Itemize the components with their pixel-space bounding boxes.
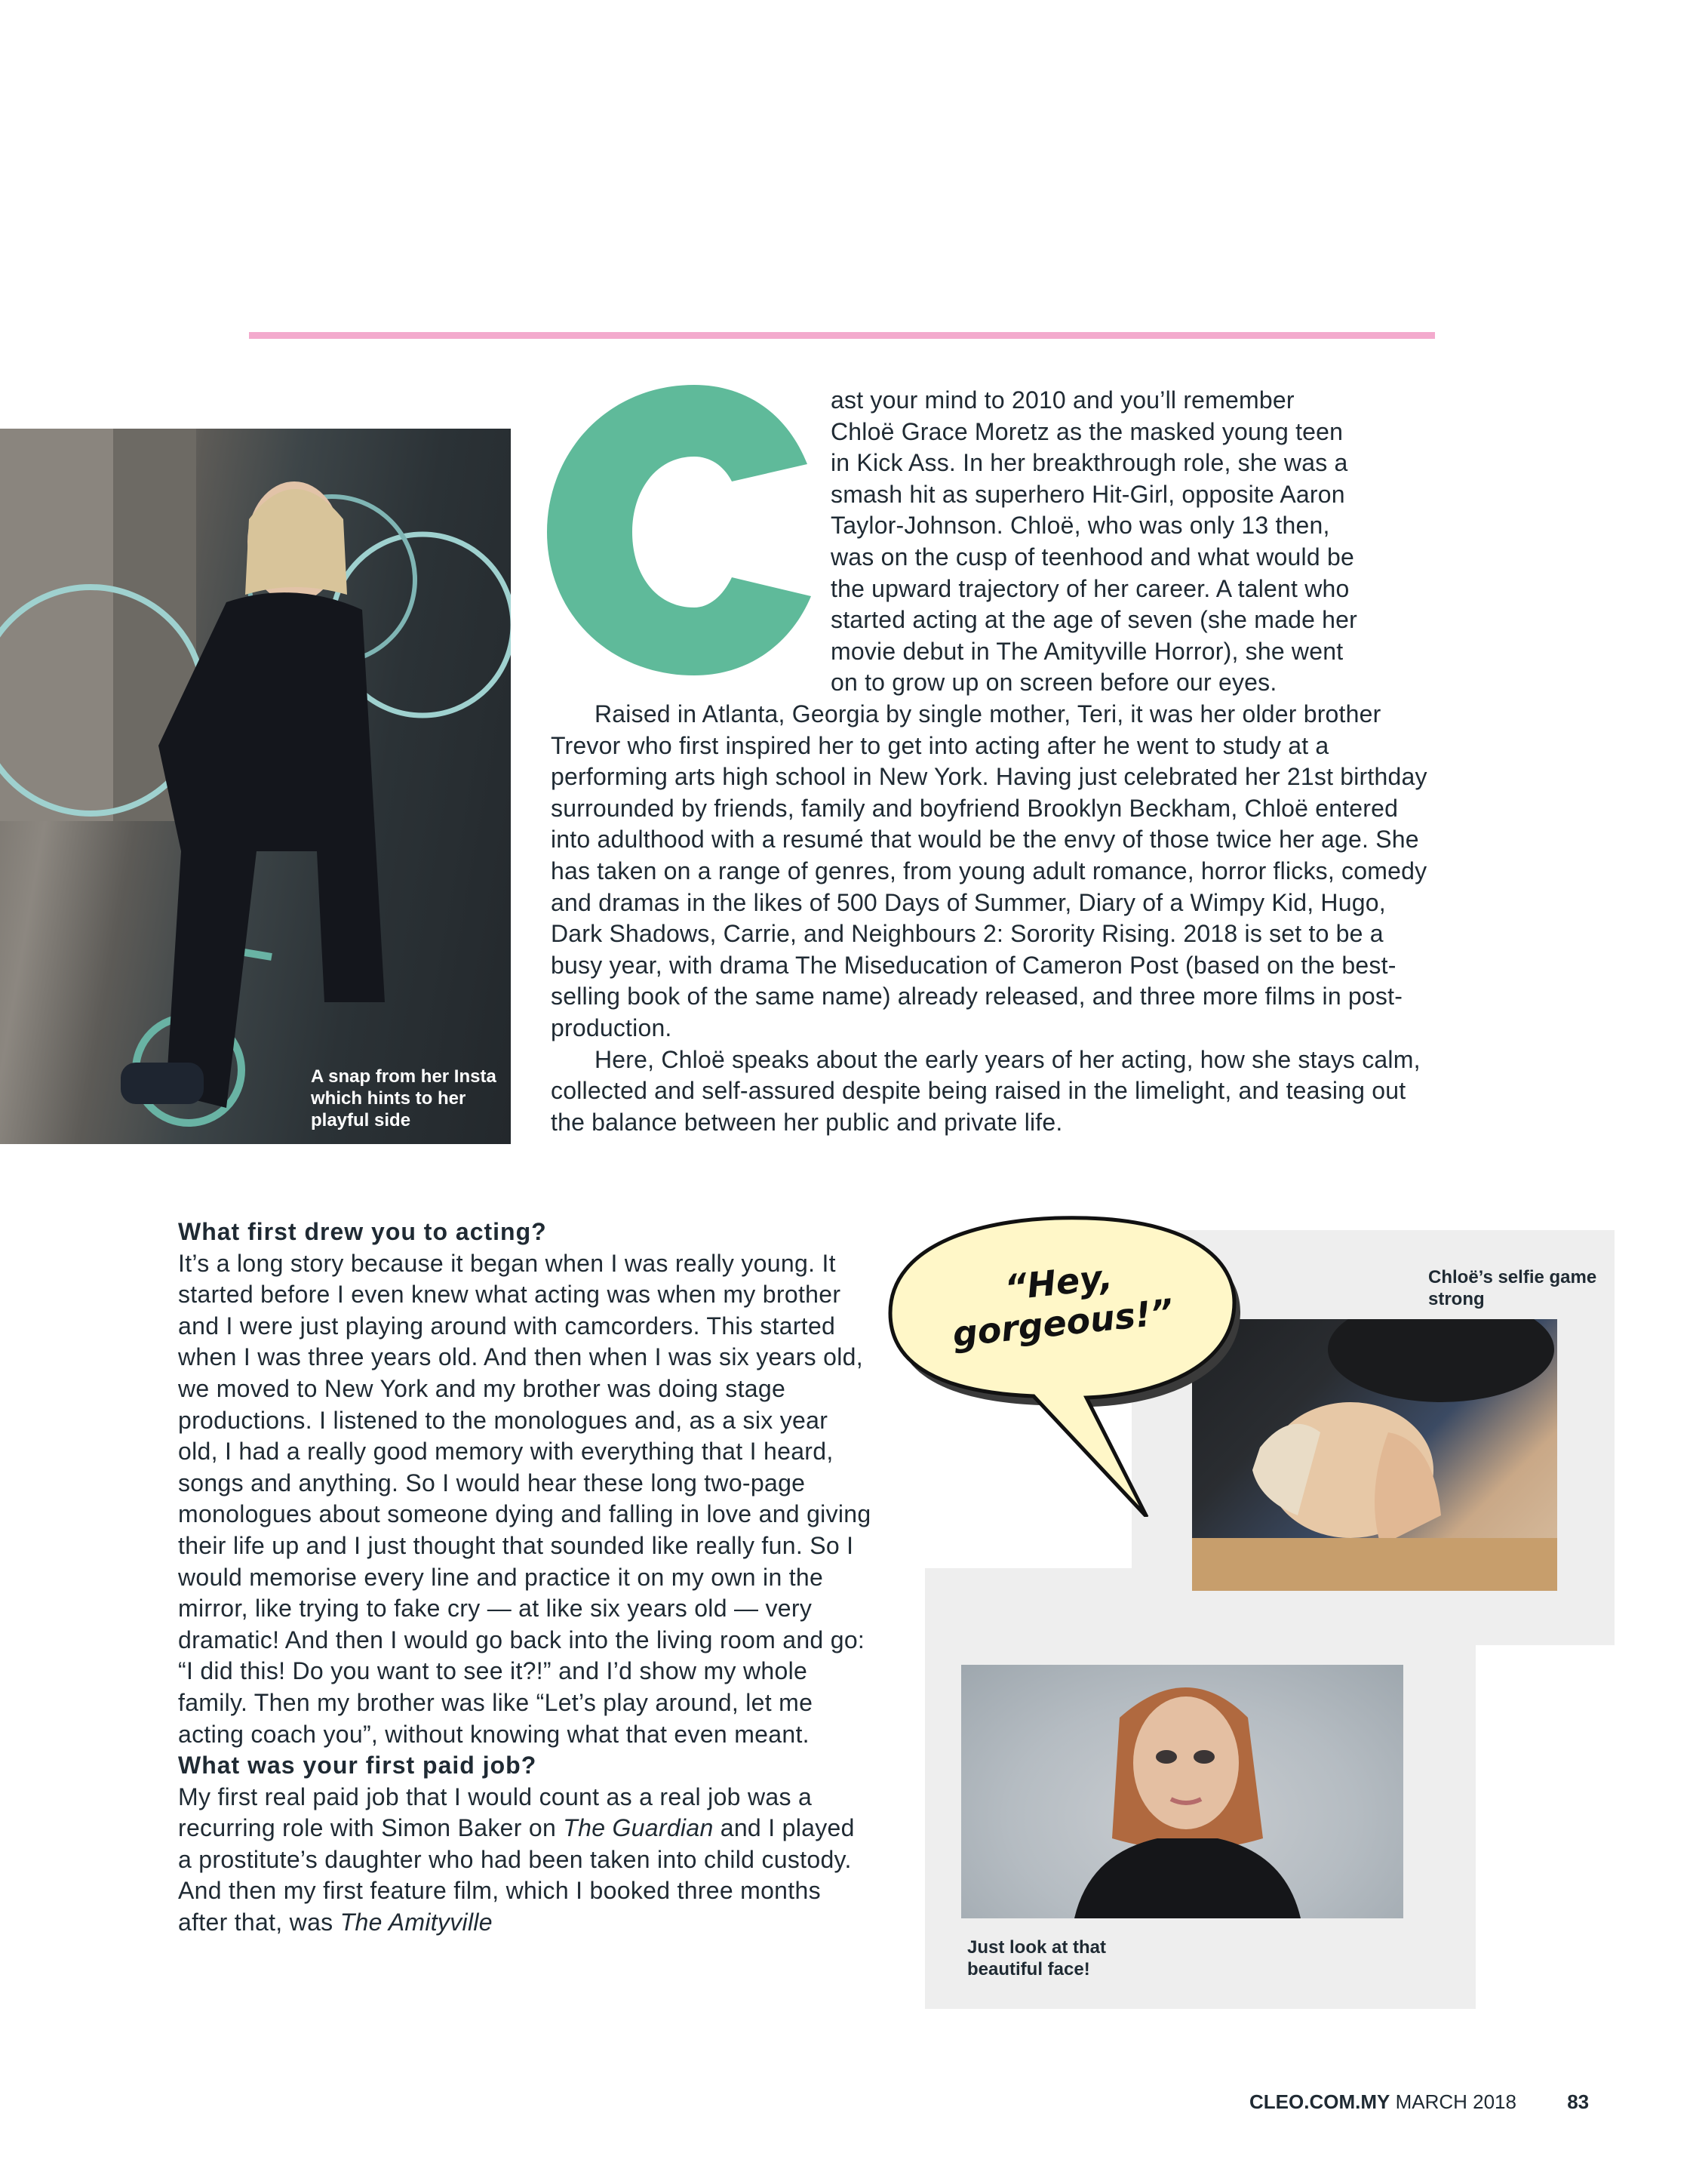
portrait-graphic bbox=[961, 1665, 1403, 1918]
intro-paragraph-2: Raised in Atlanta, Georgia by single mother, Teri, it was her older brother Trevor who first inspired her to get into acting after he went to study at a performing arts high school in New York. Having just celebrated her 21st birthday surrounded by friends, family and boyfriend Brooklyn Beckham, Chloë entered into adulthood with a resumé that would be the envy of those twice her age. She has taken on a range of genres, from young adult romance, horror flicks, comedy and dramas in the likes of 500 Days of Summer, Diary of a Wimpy Kid, Hugo, Dark Shadows, Carrie, and Neighbours 2: Sorority Rising. 2018 is set to be a busy year, with drama The Miseducation of Cameron Post (based on the best-selling book of the same name) already released, and three more films in post-production. bbox=[551, 700, 1427, 1041]
answer-2-title: The Guardian bbox=[563, 1814, 714, 1842]
intro-line: was on the cusp of teenhood and what would be bbox=[831, 543, 1354, 571]
portrait-photo bbox=[961, 1665, 1403, 1918]
footer-site: CLEO.COM.MY bbox=[1249, 2090, 1390, 2113]
page-number: 83 bbox=[1567, 2090, 1590, 2113]
intro-line: in Kick Ass. In her breakthrough role, she was a bbox=[831, 449, 1348, 477]
intro-line: movie debut in The Amityville Horror), she went bbox=[831, 637, 1344, 665]
intro-paragraph-3: Here, Chloë speaks about the early years of her acting, how she stays calm, collected and self-assured despite being raised in the limelight, and teasing out the balance between her public and private life. bbox=[551, 1045, 1421, 1136]
answer-2-text: My first real paid job that I would count as a real job was a recurring role with Simon Baker on bbox=[178, 1783, 813, 1842]
photo3-caption: Just look at that beautiful face! bbox=[967, 1937, 1107, 1979]
intro-line: ast your mind to 2010 and you’ll remember bbox=[831, 386, 1295, 414]
photo2-caption: Chloë’s selfie game strong bbox=[1428, 1267, 1597, 1309]
qa-column bbox=[178, 1217, 872, 1939]
dropcap-letter-c bbox=[543, 377, 830, 679]
question-2: What was your first paid job? bbox=[178, 1752, 537, 1779]
intro-paragraph-1 bbox=[831, 385, 1449, 699]
intro-line: Taylor-Johnson. Chloë, who was only 13 then, bbox=[831, 512, 1330, 540]
answer-2-text: and I played a prostitute’s daughter who had been taken into child custody. And then my first feature film, which I booked three months after that, was bbox=[178, 1814, 855, 1936]
speech-bubble bbox=[860, 1200, 1252, 1517]
intro-line: Chloë Grace Moretz as the masked young teen bbox=[831, 417, 1344, 445]
bicycle-scene-graphic bbox=[0, 429, 511, 1144]
answer-2-title: The Amityville bbox=[340, 1909, 493, 1936]
intro-line: smash hit as superhero Hit-Girl, opposite Aaron bbox=[831, 480, 1345, 508]
intro-line: the upward trajectory of her career. A talent who bbox=[831, 574, 1350, 602]
bubble-text: “Hey, gorgeous!” bbox=[950, 1256, 1175, 1355]
photo1-caption: A snap from her Insta which hints to her playful side bbox=[311, 1066, 496, 1130]
question-1: What first drew you to acting? bbox=[178, 1218, 547, 1245]
intro-line: started acting at the age of seven (she made her bbox=[831, 606, 1358, 634]
intro-body bbox=[551, 699, 1441, 1138]
bicycle-photo bbox=[0, 429, 511, 1144]
answer-1: It’s a long story because it began when I was really young. It started before I even knew what acting was when my brother and I were just playing around with camcorders. This started when I was three years old. And then when I was six years old, we moved to New York and my brother was doing stage productions. I listened to the monologues and, as a six year old, I had a really good memory with everything that I heard, songs and anything. So I would hear these long two-page monologues about someone dying and falling in love and giving their life up and I just thought that sounded like really fun. So I would memorise every line and practice it on my own in the mirror, like trying to fake cry — at like six years old — very dramatic! And then I would go back into the living room and go: “I did this! Do you want to see it?!” and I’d show my whole family. Then my brother was like “Let’s play around, let me acting coach you”, without knowing what that even meant. bbox=[178, 1249, 871, 1748]
top-rule bbox=[249, 332, 1435, 339]
answer-2 bbox=[178, 1782, 872, 1939]
intro-line: on to grow up on screen before our eyes. bbox=[831, 669, 1277, 697]
footer-issue: MARCH 2018 bbox=[1395, 2090, 1516, 2113]
page-footer bbox=[1249, 2090, 1589, 2114]
